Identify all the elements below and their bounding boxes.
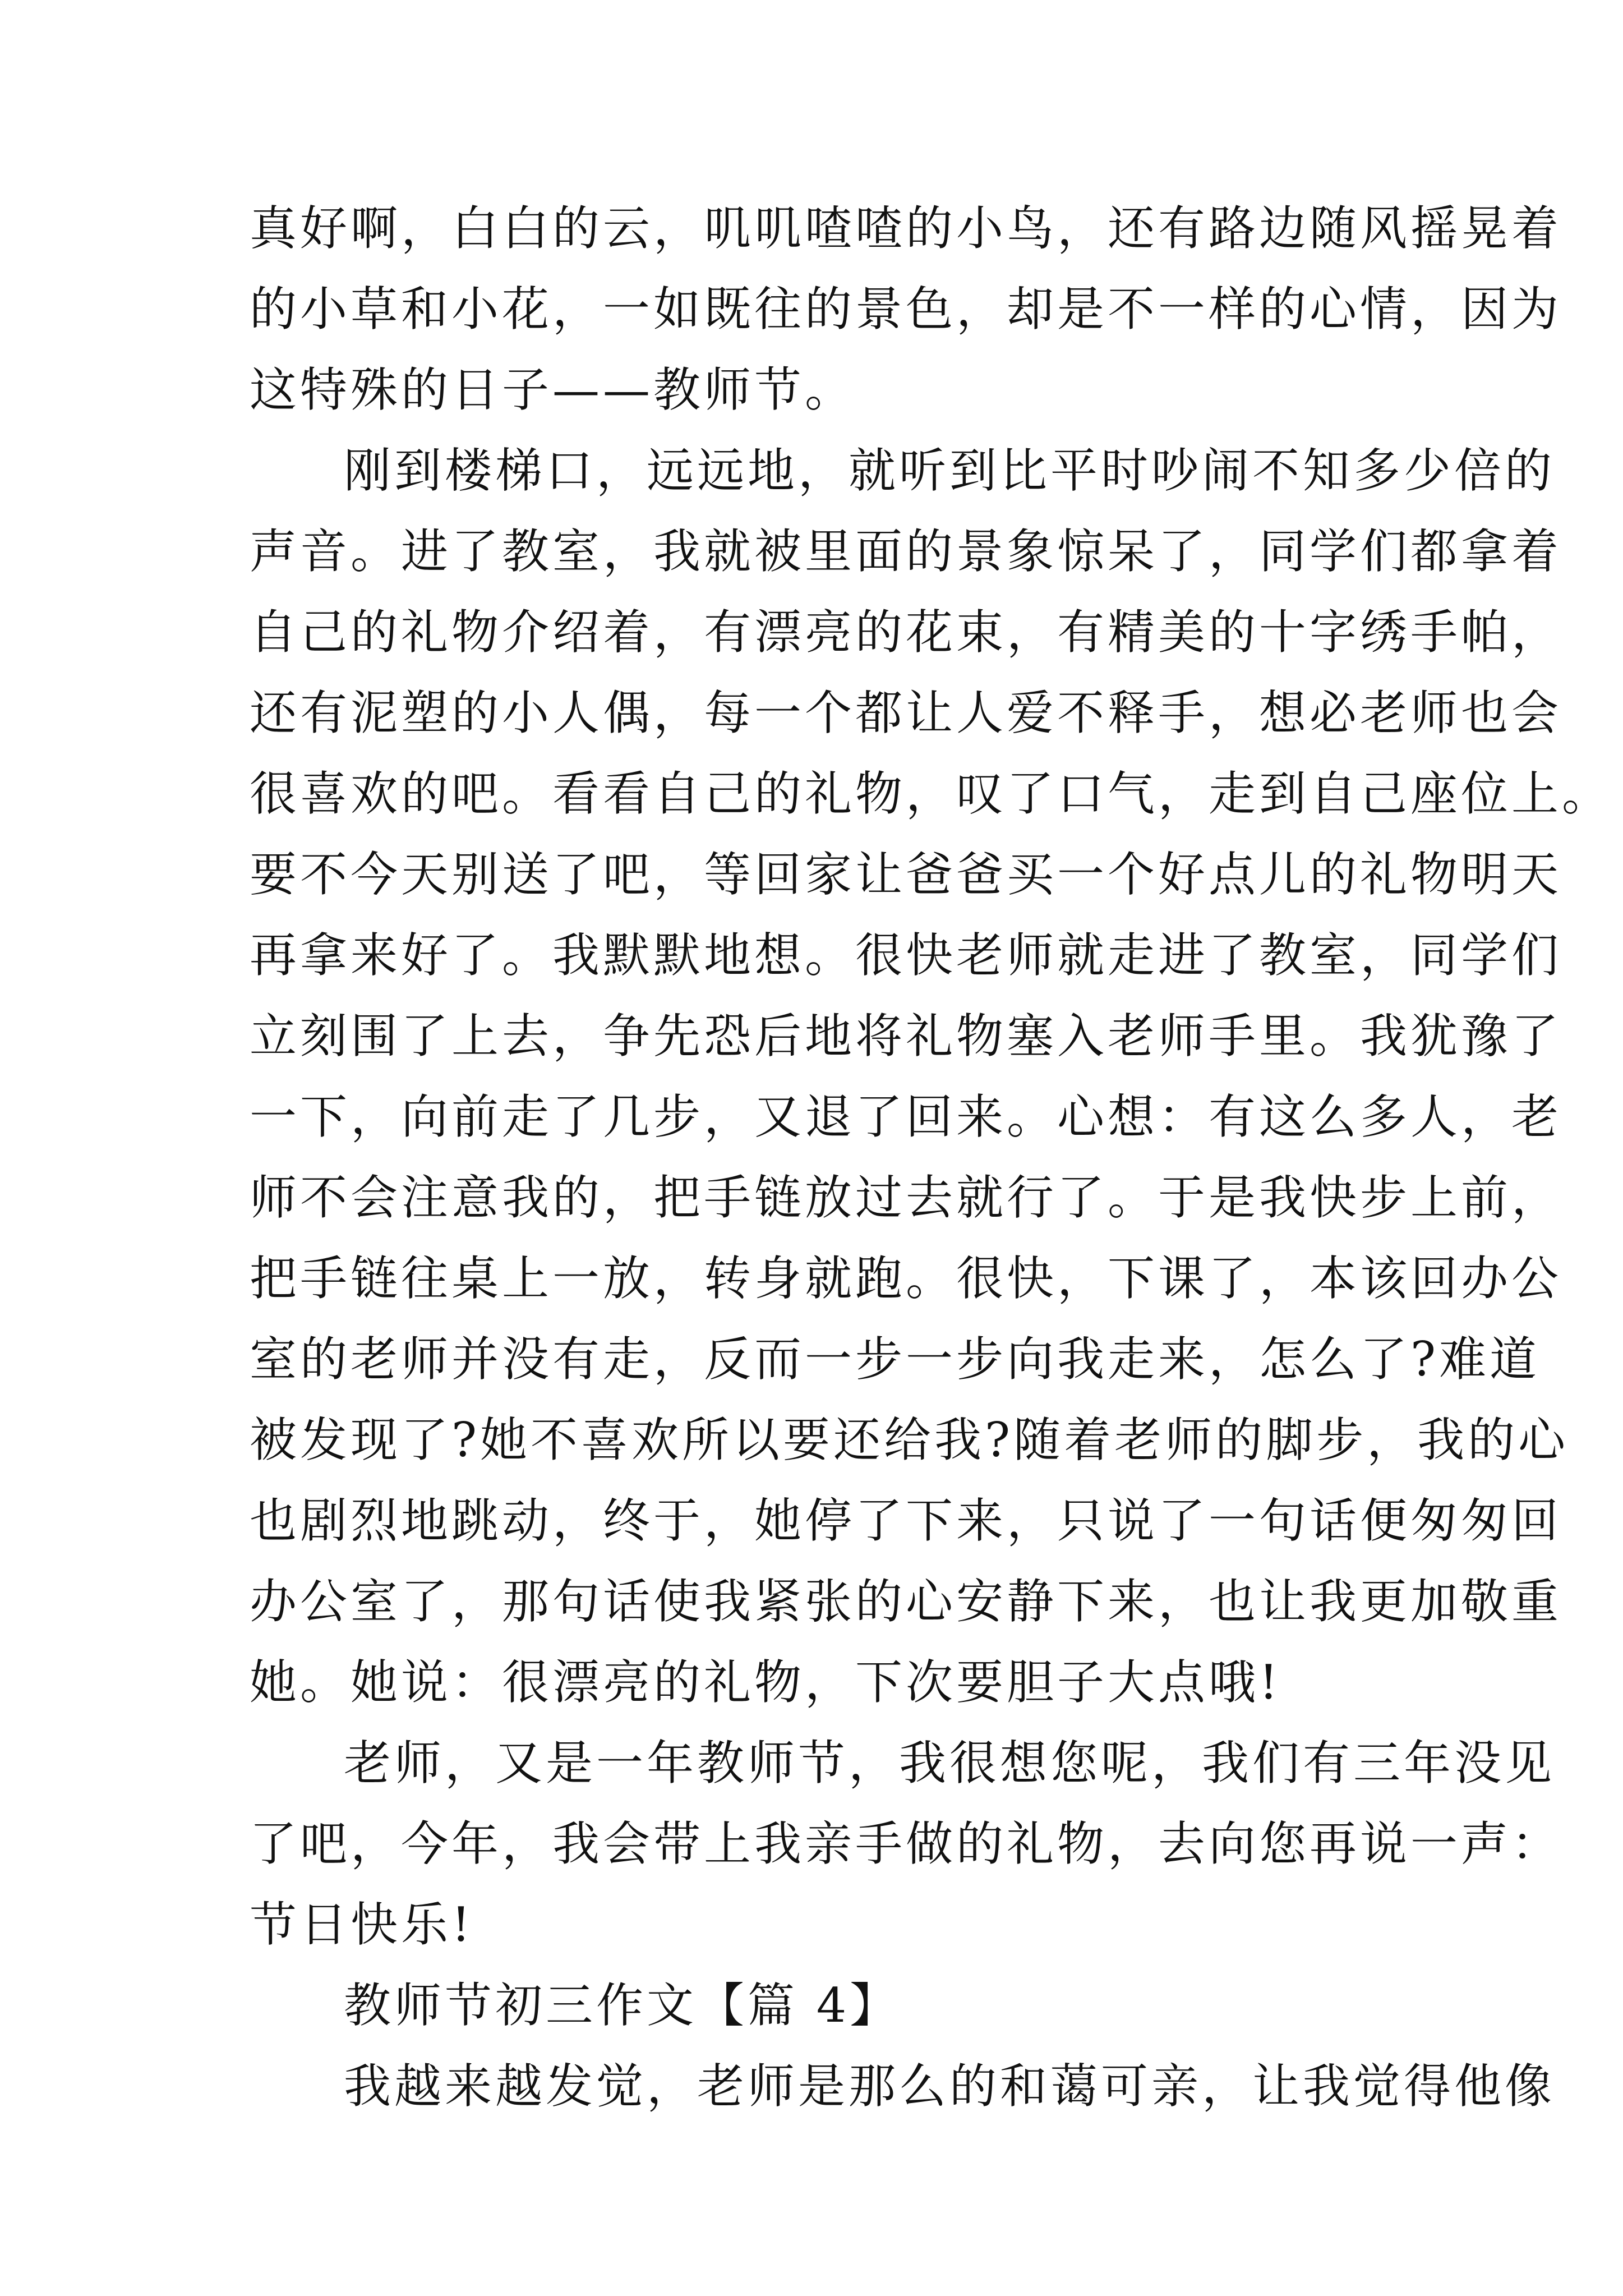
text-line: 要不今天别送了吧，等回家让爸爸买一个好点儿的礼物明天	[250, 847, 1562, 902]
text-line: 室的老师并没有走，反而一步一步向我走来，怎么了?难道	[250, 1332, 1541, 1387]
section-heading-text: 教师节初三作文【篇 4】	[344, 1978, 901, 2033]
text-line: 了吧，今年，我会带上我亲手做的礼物，去向您再说一声：	[250, 1816, 1562, 1871]
text-line: 也剧烈地跳动，终于，她停了下来，只说了一句话便匆匆回	[250, 1493, 1562, 1548]
text-line: 师不会注意我的，把手链放过去就行了。于是我快步上前，	[250, 1170, 1562, 1225]
text-line: 自己的礼物介绍着，有漂亮的花束，有精美的十字绣手帕，	[250, 605, 1562, 660]
text-line: 立刻围了上去，争先恐后地将礼物塞入老师手里。我犹豫了	[250, 1009, 1562, 1064]
section-heading	[250, 1965, 1394, 2046]
text-line: 办公室了，那句话使我紧张的心安静下来，也让我更加敬重	[250, 1574, 1562, 1629]
paragraph-2	[250, 430, 1613, 1723]
text-line: 一下，向前走了几步，又退了回来。心想：有这么多人，老	[250, 1089, 1562, 1144]
text-line: 真好啊，白白的云，叽叽喳喳的小鸟，还有路边随风摇晃着	[250, 201, 1562, 256]
text-line: 节日快乐!	[250, 1897, 474, 1952]
text-line: 我越来越发觉，老师是那么的和蔼可亲，让我觉得他像	[344, 2059, 1556, 2114]
paragraph-3	[250, 1723, 1562, 1965]
text-line: 把手链往桌上一放，转身就跑。很快，下课了，本该回办公	[250, 1251, 1562, 1306]
essay-body	[250, 188, 1613, 2127]
text-line: 很喜欢的吧。看看自己的礼物，叹了口气，走到自己座位上。	[250, 766, 1613, 821]
text-line: 刚到楼梯口，远远地，就听到比平时吵闹不知多少倍的	[344, 443, 1556, 498]
text-line: 声音。进了教室，我就被里面的景象惊呆了，同学们都拿着	[250, 524, 1562, 579]
text-line: 她。她说：很漂亮的礼物，下次要胆子大点哦!	[250, 1655, 1281, 1710]
text-line: 还有泥塑的小人偶，每一个都让人爱不释手，想必老师也会	[250, 685, 1562, 740]
text-line: 老师，又是一年教师节，我很想您呢，我们有三年没见	[344, 1736, 1556, 1791]
text-line: 被发现了?她不喜欢所以要还给我?随着老师的脚步，我的心	[250, 1412, 1569, 1467]
paragraph-4	[250, 2046, 1556, 2127]
text-line: 再拿来好了。我默默地想。很快老师就走进了教室，同学们	[250, 928, 1562, 983]
text-line: 的小草和小花，一如既往的景色，却是不一样的心情，因为	[250, 282, 1562, 337]
text-line: 这特殊的日子——教师节。	[250, 362, 856, 417]
paragraph-1	[250, 188, 1562, 430]
